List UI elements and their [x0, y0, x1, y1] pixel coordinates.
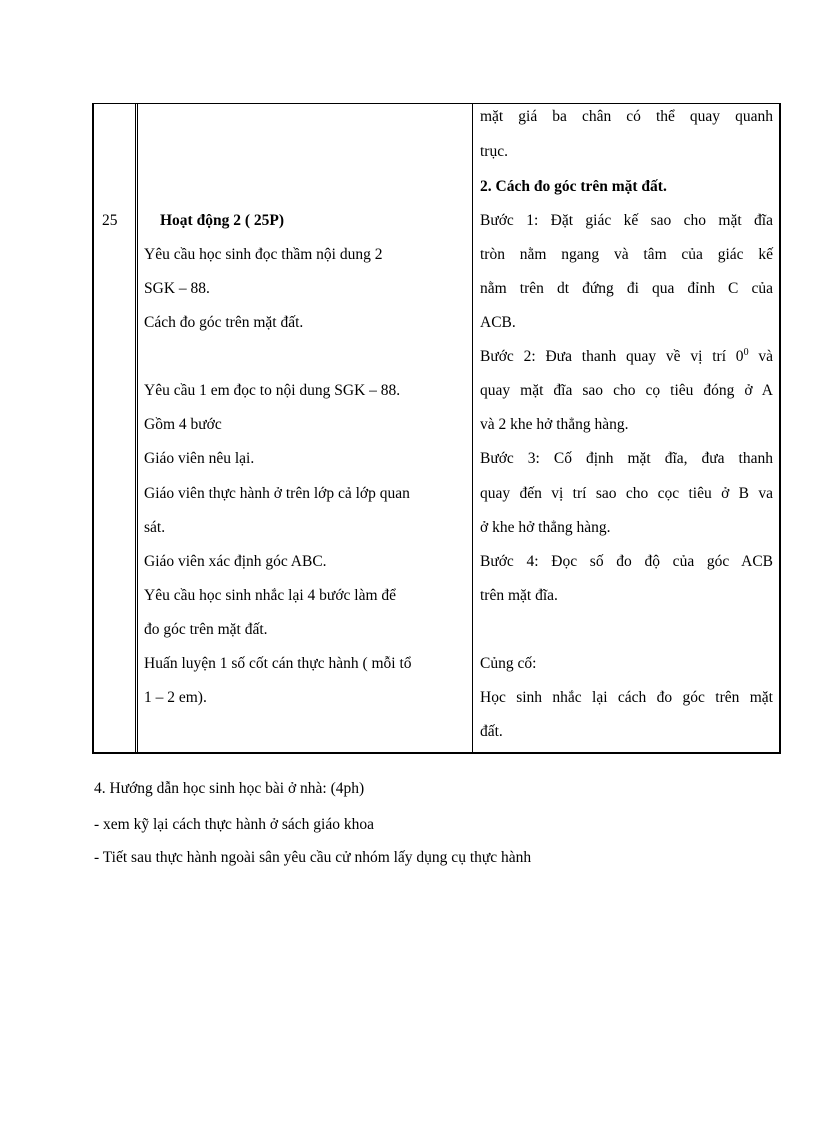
consolidation-line: Học sinh nhắc lại cách đo góc trên mặt: [480, 689, 773, 706]
homework-bullet: - xem kỹ lại cách thực hành ở sách giáo khoa: [94, 816, 374, 833]
right-line: trục.: [480, 143, 508, 160]
middle-line: Yêu cầu 1 em đọc to nội dung SGK – 88.: [144, 382, 401, 399]
step4-line: trên mặt đĩa.: [480, 587, 558, 604]
consolidation-label: Củng cố:: [480, 655, 537, 672]
section-4-heading: 4. Hướng dẫn học sinh học bài ở nhà: (4ph): [94, 780, 365, 797]
lesson-plan-table: [92, 103, 781, 754]
middle-line: SGK – 88.: [144, 280, 210, 297]
degree-superscript: 0: [743, 346, 749, 358]
step2-text-end: và: [748, 348, 773, 365]
column-divider: [472, 104, 473, 752]
middle-line: đo góc trên mặt đất.: [144, 621, 268, 638]
column-divider-double: [137, 104, 138, 752]
middle-line: Giáo viên xác định góc ABC.: [144, 553, 327, 570]
middle-line: 1 – 2 em).: [144, 689, 207, 706]
row-number: 25: [102, 212, 118, 229]
consolidation-line: đất.: [480, 723, 503, 740]
step3-line: ở khe hở thẳng hàng.: [480, 519, 611, 536]
step3-line: Bước 3: Cố định mặt đĩa, đưa thanh: [480, 450, 773, 467]
step1-line: Bước 1: Đặt giác kế sao cho mặt đĩa: [480, 212, 773, 229]
step2-line: quay mặt đĩa sao cho cọ tiêu đóng ở A: [480, 382, 773, 399]
column-divider: [135, 104, 136, 752]
step2-text: Bước 2: Đưa thanh quay về vị trí 0: [480, 348, 744, 365]
step4-line: Bước 4: Đọc số đo độ của góc ACB: [480, 553, 773, 570]
step3-line: quay đến vị trí sao cho cọc tiêu ở B va: [480, 485, 773, 502]
step1-line: ACB.: [480, 314, 516, 331]
step2-line: và 2 khe hở thẳng hàng.: [480, 416, 629, 433]
middle-line: Yêu cầu học sinh đọc thầm nội dung 2: [144, 246, 383, 263]
middle-line: sát.: [144, 519, 166, 536]
step1-line: nằm trên dt đứng đi qua đỉnh C của: [480, 280, 773, 297]
homework-bullet: - Tiết sau thực hành ngoài sân yêu cầu cử nhóm lấy dụng cụ thực hành: [94, 849, 532, 866]
step2-line: [480, 347, 773, 367]
middle-line: Giáo viên thực hành ở trên lớp cả lớp quan: [144, 485, 410, 502]
middle-line: Cách đo góc trên mặt đất.: [144, 314, 304, 331]
middle-line: Yêu cầu học sinh nhắc lại 4 bước làm để: [144, 587, 397, 604]
middle-line: Huấn luyện 1 số cốt cán thực hành ( mỗi tổ: [144, 655, 412, 672]
middle-line: Gồm 4 bước: [144, 416, 222, 433]
middle-line: Giáo viên nêu lại.: [144, 450, 255, 467]
activity-title: Hoạt động 2 ( 25P): [160, 212, 284, 229]
step1-line: tròn nằm ngang và tâm của giác kế: [480, 246, 773, 263]
section-heading: 2. Cách đo góc trên mặt đất.: [480, 178, 667, 195]
right-line: mặt giá ba chân có thể quay quanh: [480, 108, 773, 125]
